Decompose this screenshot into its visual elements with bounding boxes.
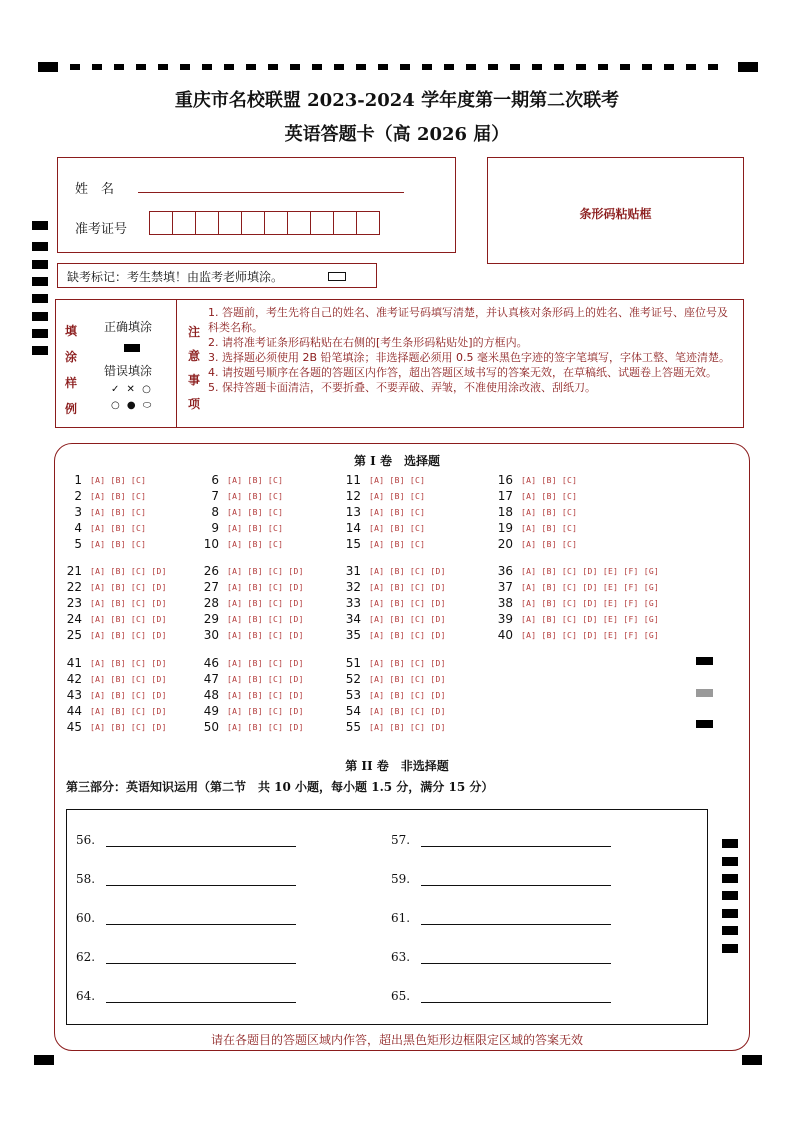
fill-in-line[interactable]: [421, 949, 611, 964]
answer-bubbles[interactable]: [A] [B] [C] [D]: [369, 690, 446, 700]
notes-list: [208, 305, 738, 395]
timing-dash: [202, 64, 212, 70]
answer-bubbles[interactable]: [A] [B] [C] [D]: [90, 658, 167, 668]
question-row[interactable]: [481, 472, 577, 488]
question-number: 49: [203, 704, 219, 718]
note-item: 2. 请将准考证条形码粘贴在右侧的[考生条形码粘贴处]的方框内。: [208, 336, 528, 349]
question-row[interactable]: [50, 611, 167, 627]
answer-bubbles[interactable]: [A] [B] [C] [D]: [90, 582, 167, 592]
question-row[interactable]: [50, 579, 167, 595]
question-row[interactable]: [50, 687, 167, 703]
question-row[interactable]: [329, 579, 446, 595]
question-number: 30: [203, 628, 219, 642]
answer-bubbles[interactable]: [A] [B] [C] [D]: [369, 674, 446, 684]
answer-bubbles[interactable]: [A] [B] [C] [D]: [369, 614, 446, 624]
answer-bubbles[interactable]: [A] [B] [C] [D]: [369, 630, 446, 640]
fill-in-item[interactable]: [391, 949, 611, 964]
answer-bubbles[interactable]: [A] [B] [C] [D]: [227, 674, 304, 684]
fill-in-item[interactable]: [76, 910, 296, 925]
wrong-fill-samples-row2: ○ ● ⬭: [111, 400, 154, 411]
question-number: 2: [74, 489, 82, 503]
question-row[interactable]: [481, 504, 577, 520]
fill-in-line[interactable]: [106, 949, 296, 964]
timing-dash: [510, 64, 520, 70]
answer-bubbles[interactable]: [A] [B] [C] [D]: [369, 722, 446, 732]
corner-marker-bottom-left: [34, 1055, 54, 1065]
question-number: 7: [211, 489, 219, 503]
timing-dash: [620, 64, 630, 70]
fill-in-line[interactable]: [106, 871, 296, 886]
fill-in-number: 59.: [391, 872, 411, 886]
question-row[interactable]: [187, 671, 304, 687]
question-number: 15: [345, 537, 361, 551]
answer-bubbles[interactable]: [A] [B] [C] [D] [E] [F] [G]: [521, 630, 660, 640]
question-row[interactable]: [329, 520, 425, 536]
question-number: 1: [74, 473, 82, 487]
question-row[interactable]: [329, 563, 446, 579]
timing-dash: [598, 64, 608, 70]
question-number: 43: [66, 688, 82, 702]
answer-bubbles[interactable]: [A] [B] [C] [D]: [227, 598, 304, 608]
question-row[interactable]: [329, 504, 425, 520]
answer-sheet-title: 英语答题卡（高 2026 届）: [284, 124, 510, 145]
fill-in-item[interactable]: [76, 832, 296, 847]
note-item: 1. 答题前，考生先将自己的姓名、准考证号码填写清楚，并认真核对条形码上的姓名、准考证号、座位号及科类名称。: [208, 306, 728, 334]
question-number: 29: [203, 612, 219, 626]
question-row[interactable]: [50, 627, 167, 643]
fill-in-item[interactable]: [76, 871, 296, 886]
corner-marker-top-right: [738, 62, 758, 72]
exam-title: 重庆市名校联盟 2023-2024 学年度第一期第二次联考: [174, 90, 620, 111]
timing-dash: [334, 64, 344, 70]
answer-bubbles[interactable]: [A] [B] [C] [D]: [90, 614, 167, 624]
question-number: 40: [497, 628, 513, 642]
fill-in-number: 61.: [391, 911, 411, 925]
timing-dash: [356, 64, 366, 70]
answer-bubbles[interactable]: [A] [B] [C] [D]: [90, 598, 167, 608]
answer-bubbles[interactable]: [A] [B] [C]: [369, 475, 426, 485]
question-row[interactable]: [329, 595, 446, 611]
question-number: 38: [497, 596, 513, 610]
note-item: 3. 选择题必须使用 2B 铅笔填涂；非选择题必须用 0.5 毫米黑色字迹的签字笔填写，字体工整、笔迹清楚。: [208, 351, 731, 364]
question-number: 39: [497, 612, 513, 626]
correct-fill-sample: [124, 344, 140, 352]
fill-in-number: 56.: [76, 833, 96, 847]
fill-in-item[interactable]: [391, 871, 611, 886]
question-row[interactable]: [187, 703, 304, 719]
answer-bubbles[interactable]: [A] [B] [C]: [521, 507, 578, 517]
answer-bubbles[interactable]: [A] [B] [C] [D] [E] [F] [G]: [521, 598, 660, 608]
question-row[interactable]: [187, 627, 304, 643]
question-row[interactable]: [187, 520, 283, 536]
question-number: 16: [497, 473, 513, 487]
question-number: 53: [345, 688, 361, 702]
question-number: 27: [203, 580, 219, 594]
notes-side-label: 注 意 事 项: [188, 325, 201, 411]
answer-bubbles[interactable]: [A] [B] [C] [D]: [227, 658, 304, 668]
question-row[interactable]: [481, 611, 659, 627]
fill-example-side-label: 填 涂 样 例: [65, 324, 78, 416]
answer-bubbles[interactable]: [A] [B] [C]: [90, 507, 147, 517]
right-timing-mark: [696, 689, 713, 697]
name-field[interactable]: [138, 192, 404, 193]
question-number: 50: [203, 720, 219, 734]
answer-bubbles[interactable]: [A] [B] [C] [D]: [369, 706, 446, 716]
answer-bubbles[interactable]: [A] [B] [C]: [90, 491, 147, 501]
question-number: 46: [203, 656, 219, 670]
question-number: 31: [345, 564, 361, 578]
timing-dash: [554, 64, 564, 70]
question-row[interactable]: [329, 472, 425, 488]
question-row[interactable]: [50, 504, 146, 520]
question-number: 42: [66, 672, 82, 686]
question-row[interactable]: [187, 655, 304, 671]
question-number: 17: [497, 489, 513, 503]
question-number: 19: [497, 521, 513, 535]
footer-warning: 请在各题目的答题区域内作答，超出黑色矩形边框限定区域的答案无效: [210, 1033, 583, 1047]
question-number: 51: [345, 656, 361, 670]
answer-bubbles[interactable]: [A] [B] [C]: [227, 507, 284, 517]
answer-bubbles[interactable]: [A] [B] [C]: [227, 523, 284, 533]
question-row[interactable]: [329, 655, 446, 671]
question-number: 24: [66, 612, 82, 626]
question-number: 41: [66, 656, 82, 670]
id-label: 准考证号: [75, 222, 128, 237]
answer-bubbles[interactable]: [A] [B] [C] [D]: [90, 706, 167, 716]
question-row[interactable]: [50, 520, 146, 536]
question-number: 44: [66, 704, 82, 718]
question-row[interactable]: [481, 627, 659, 643]
question-number: 12: [345, 489, 361, 503]
fill-in-line[interactable]: [421, 832, 611, 847]
left-timing-mark: [32, 329, 48, 338]
answer-bubbles[interactable]: [A] [B] [C] [D]: [369, 582, 446, 592]
timing-dash: [488, 64, 498, 70]
timing-dash: [268, 64, 278, 70]
right-timing-mark: [696, 720, 713, 728]
question-number: 8: [211, 505, 219, 519]
fill-in-line[interactable]: [106, 910, 296, 925]
question-number: 48: [203, 688, 219, 702]
question-row[interactable]: [481, 488, 577, 504]
question-number: 32: [345, 580, 361, 594]
question-row[interactable]: [329, 671, 446, 687]
section2-title: 第 II 卷 非选择题: [345, 759, 449, 773]
answer-bubbles[interactable]: [A] [B] [C] [D]: [227, 614, 304, 624]
timing-dash: [114, 64, 124, 70]
answer-bubbles[interactable]: [A] [B] [C] [D]: [369, 566, 446, 576]
timing-dash: [664, 64, 674, 70]
question-row[interactable]: [187, 719, 304, 735]
corner-marker-top-left: [38, 62, 58, 72]
question-row[interactable]: [481, 595, 659, 611]
instructions-box: [55, 299, 744, 428]
timing-dash: [708, 64, 718, 70]
left-timing-mark: [32, 294, 48, 303]
question-number: 22: [66, 580, 82, 594]
question-number: 6: [211, 473, 219, 487]
answer-bubbles[interactable]: [A] [B] [C]: [90, 523, 147, 533]
fill-in-number: 62.: [76, 950, 96, 964]
question-row[interactable]: [50, 472, 146, 488]
fill-in-line[interactable]: [421, 910, 611, 925]
question-number: 14: [345, 521, 361, 535]
answer-bubbles[interactable]: [A] [B] [C] [D]: [227, 566, 304, 576]
part3-label: 第三部分：英语知识运用（第二节 共 10 小题，每小题 1.5 分，满分 15 分）: [66, 780, 494, 794]
question-row[interactable]: [187, 488, 283, 504]
left-timing-mark: [32, 242, 48, 251]
question-number: 9: [211, 521, 219, 535]
question-row[interactable]: [50, 563, 167, 579]
correct-fill-label: 正确填涂: [104, 320, 153, 334]
fill-in-line[interactable]: [106, 832, 296, 847]
barcode-box: [487, 157, 744, 264]
answer-bubbles[interactable]: [A] [B] [C] [D] [E] [F] [G]: [521, 614, 660, 624]
answer-bubbles[interactable]: [A] [B] [C] [D]: [227, 690, 304, 700]
question-number: 54: [345, 704, 361, 718]
question-number: 37: [497, 580, 513, 594]
question-number: 25: [66, 628, 82, 642]
question-row[interactable]: [481, 563, 659, 579]
question-number: 20: [497, 537, 513, 551]
fill-in-item[interactable]: [391, 832, 611, 847]
fill-in-number: 58.: [76, 872, 96, 886]
question-row[interactable]: [50, 488, 146, 504]
question-row[interactable]: [329, 703, 446, 719]
question-number: 33: [345, 596, 361, 610]
question-row[interactable]: [187, 579, 304, 595]
timing-dash: [180, 64, 190, 70]
question-row[interactable]: [329, 611, 446, 627]
barcode-label: 条形码粘贴框: [579, 207, 652, 221]
timing-dash: [312, 64, 322, 70]
timing-dash: [532, 64, 542, 70]
timing-dash: [422, 64, 432, 70]
question-number: 3: [74, 505, 82, 519]
question-number: 11: [345, 473, 361, 487]
fill-example-divider: [176, 300, 177, 427]
fill-in-number: 63.: [391, 950, 411, 964]
question-number: 5: [74, 537, 82, 551]
fill-in-number: 64.: [76, 989, 96, 1003]
timing-dash: [378, 64, 388, 70]
right-side-timing-mark: [722, 909, 738, 918]
left-timing-mark: [32, 260, 48, 269]
timing-dash: [290, 64, 300, 70]
question-number: 4: [74, 521, 82, 535]
student-info-box: [57, 157, 456, 253]
question-number: 18: [497, 505, 513, 519]
question-row[interactable]: [187, 504, 283, 520]
question-row[interactable]: [50, 655, 167, 671]
question-row[interactable]: [187, 611, 304, 627]
answer-bubbles[interactable]: [A] [B] [C] [D]: [227, 582, 304, 592]
question-number: 52: [345, 672, 361, 686]
timing-dash: [92, 64, 102, 70]
right-timing-mark: [696, 657, 713, 665]
answer-bubbles[interactable]: [A] [B] [C]: [369, 507, 426, 517]
fill-in-item[interactable]: [391, 910, 611, 925]
answer-bubbles[interactable]: [A] [B] [C] [D]: [369, 658, 446, 668]
timing-dash: [400, 64, 410, 70]
question-row[interactable]: [329, 719, 446, 735]
question-number: 47: [203, 672, 219, 686]
id-number-cells[interactable]: [150, 211, 380, 235]
answer-bubbles[interactable]: [A] [B] [C] [D]: [90, 566, 167, 576]
question-row[interactable]: [481, 536, 577, 552]
question-row[interactable]: [329, 627, 446, 643]
absent-mark-text: 缺考标记：考生禁填！由监考老师填涂。: [67, 270, 284, 284]
left-timing-mark: [32, 277, 48, 286]
question-row[interactable]: [187, 536, 283, 552]
answer-bubbles[interactable]: [A] [B] [C] [D]: [90, 690, 167, 700]
question-number: 34: [345, 612, 361, 626]
answer-bubbles[interactable]: [A] [B] [C] [D]: [227, 722, 304, 732]
question-number: 21: [66, 564, 82, 578]
left-timing-mark: [32, 312, 48, 321]
right-side-timing-mark: [722, 926, 738, 935]
answer-bubbles[interactable]: [A] [B] [C]: [227, 475, 284, 485]
timing-dash: [158, 64, 168, 70]
answer-bubbles[interactable]: [A] [B] [C] [D]: [369, 598, 446, 608]
answer-bubbles[interactable]: [A] [B] [C] [D]: [90, 630, 167, 640]
fill-in-number: 60.: [76, 911, 96, 925]
fill-in-item[interactable]: [76, 949, 296, 964]
fill-in-number: 65.: [391, 989, 411, 1003]
answer-bubbles[interactable]: [A] [B] [C] [D]: [90, 722, 167, 732]
question-row[interactable]: [329, 488, 425, 504]
question-number: 35: [345, 628, 361, 642]
fill-in-item[interactable]: [76, 988, 296, 1003]
question-row[interactable]: [50, 595, 167, 611]
question-row[interactable]: [329, 536, 425, 552]
wrong-fill-samples-row1: ✓ ✕ ○: [111, 384, 153, 395]
question-number: 45: [66, 720, 82, 734]
question-row[interactable]: [187, 472, 283, 488]
note-item: 4. 请按题号顺序在各题的答题区内作答，超出答题区域书写的答案无效，在草稿纸、试题卷上答题无效。: [208, 366, 717, 379]
right-side-timing-mark: [722, 839, 738, 848]
absent-mark-box: [57, 263, 377, 288]
fill-in-number: 57.: [391, 833, 411, 847]
question-row[interactable]: [187, 595, 304, 611]
right-side-timing-mark: [722, 874, 738, 883]
fill-in-line[interactable]: [421, 871, 611, 886]
timing-dash: [686, 64, 696, 70]
answer-bubbles[interactable]: [A] [B] [C]: [521, 491, 578, 501]
answer-bubbles[interactable]: [A] [B] [C]: [90, 475, 147, 485]
wrong-fill-label: 错误填涂: [104, 364, 153, 378]
answer-bubbles[interactable]: [A] [B] [C]: [521, 475, 578, 485]
question-number: 28: [203, 596, 219, 610]
answer-bubbles[interactable]: [A] [B] [C]: [521, 539, 578, 549]
right-side-timing-mark: [722, 944, 738, 953]
fill-in-line[interactable]: [421, 988, 611, 1003]
timing-dash: [224, 64, 234, 70]
question-row[interactable]: [50, 703, 167, 719]
answer-bubbles[interactable]: [A] [B] [C] [D]: [90, 674, 167, 684]
answer-bubbles[interactable]: [A] [B] [C] [D] [E] [F] [G]: [521, 566, 660, 576]
question-number: 55: [345, 720, 361, 734]
section1-title: 第 I 卷 选择题: [354, 454, 440, 468]
timing-dash: [136, 64, 146, 70]
answer-bubbles[interactable]: [A] [B] [C] [D]: [227, 630, 304, 640]
question-row[interactable]: [481, 520, 577, 536]
answer-bubbles[interactable]: [A] [B] [C] [D] [E] [F] [G]: [521, 582, 660, 592]
timing-dash: [642, 64, 652, 70]
answer-bubbles[interactable]: [A] [B] [C]: [521, 523, 578, 533]
left-timing-mark: [32, 346, 48, 355]
question-number: 13: [345, 505, 361, 519]
question-row[interactable]: [50, 536, 146, 552]
absent-mark-bubble[interactable]: [328, 272, 346, 281]
timing-dash: [444, 64, 454, 70]
question-number: 26: [203, 564, 219, 578]
fill-in-item[interactable]: [391, 988, 611, 1003]
question-row[interactable]: [50, 671, 167, 687]
timing-dash: [576, 64, 586, 70]
answer-bubbles[interactable]: [A] [B] [C]: [369, 491, 426, 501]
fill-in-line[interactable]: [106, 988, 296, 1003]
answer-bubbles[interactable]: [A] [B] [C]: [369, 523, 426, 533]
note-item: 5. 保持答题卡面清洁，不要折叠、不要弄破、弄皱，不准使用涂改液、刮纸刀。: [208, 381, 596, 394]
question-row[interactable]: [481, 579, 659, 595]
name-label: 姓 名: [75, 182, 115, 197]
right-side-timing-mark: [722, 857, 738, 866]
timing-dash: [70, 64, 80, 70]
question-row[interactable]: [329, 687, 446, 703]
answer-bubbles[interactable]: [A] [B] [C] [D]: [227, 706, 304, 716]
answer-bubbles[interactable]: [A] [B] [C]: [227, 539, 284, 549]
question-number: 36: [497, 564, 513, 578]
question-number: 23: [66, 596, 82, 610]
question-row[interactable]: [187, 687, 304, 703]
left-timing-mark: [32, 221, 48, 230]
timing-dash: [466, 64, 476, 70]
right-side-timing-mark: [722, 891, 738, 900]
corner-marker-bottom-right: [742, 1055, 762, 1065]
question-number: 10: [203, 537, 219, 551]
answer-bubbles[interactable]: [A] [B] [C]: [227, 491, 284, 501]
answer-bubbles[interactable]: [A] [B] [C]: [369, 539, 426, 549]
question-row[interactable]: [187, 563, 304, 579]
question-row[interactable]: [50, 719, 167, 735]
timing-dash: [246, 64, 256, 70]
answer-bubbles[interactable]: [A] [B] [C]: [90, 539, 147, 549]
